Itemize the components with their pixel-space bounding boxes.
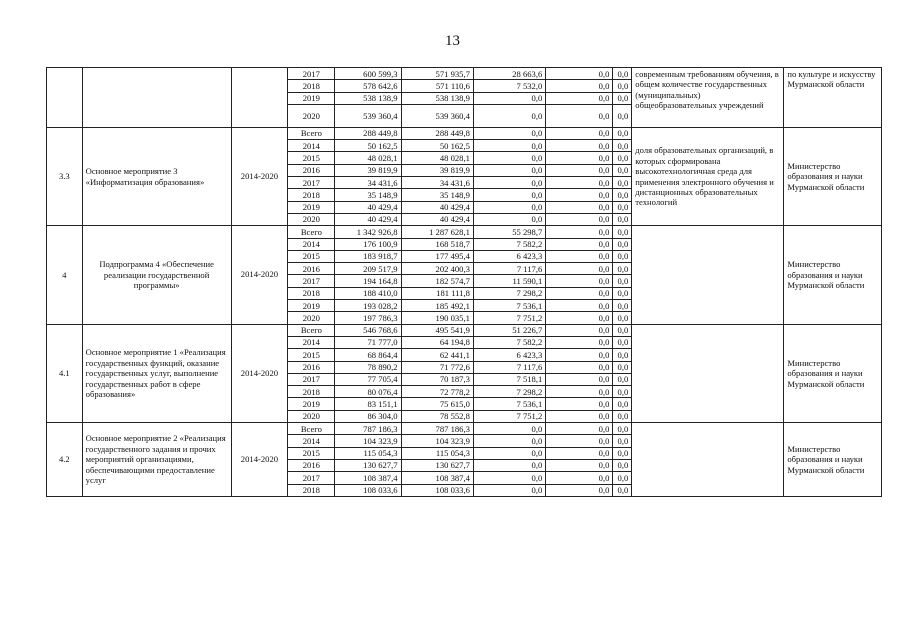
year-cell: 2018 (288, 386, 335, 398)
year-cell: 2020 (288, 410, 335, 422)
total-cell: 130 627,7 (335, 459, 401, 471)
federal-budget-cell: 7 298,2 (473, 287, 545, 299)
municipal-budget-cell: 0,0 (546, 398, 613, 410)
total-cell: 50 162,5 (335, 140, 401, 152)
total-cell: 48 028,1 (335, 152, 401, 164)
other-sources-cell: 0,0 (613, 349, 632, 361)
regional-budget-cell: 75 615,0 (401, 398, 473, 410)
year-cell: 2018 (288, 80, 335, 92)
federal-budget-cell: 7 532,0 (473, 80, 545, 92)
municipal-budget-cell: 0,0 (546, 373, 613, 385)
federal-budget-cell: 6 423,3 (473, 349, 545, 361)
period-cell: 2014-2020 (231, 127, 288, 225)
municipal-budget-cell: 0,0 (546, 177, 613, 189)
federal-budget-cell: 0,0 (473, 435, 545, 447)
year-cell: 2014 (288, 238, 335, 250)
municipal-budget-cell: 0,0 (546, 459, 613, 471)
table-row (47, 127, 882, 139)
other-sources-cell: 0,0 (613, 459, 632, 471)
other-sources-cell: 0,0 (613, 287, 632, 299)
other-sources-cell: 0,0 (613, 484, 632, 496)
total-cell: 34 431,6 (335, 177, 401, 189)
other-sources-cell: 0,0 (613, 68, 632, 80)
regional-budget-cell: 182 574,7 (401, 275, 473, 287)
year-cell: 2018 (288, 189, 335, 201)
total-cell: 68 864,4 (335, 349, 401, 361)
total-cell: 546 768,6 (335, 324, 401, 336)
federal-budget-cell: 0,0 (473, 189, 545, 201)
year-cell: Всего (288, 127, 335, 139)
year-cell: 2017 (288, 177, 335, 189)
page-number: 13 (445, 33, 460, 49)
year-cell: 2014 (288, 336, 335, 348)
measure-name-cell: Подпрограмма 4 «Обеспечение реализации государственной программы» (82, 226, 231, 324)
other-sources-cell: 0,0 (613, 361, 632, 373)
executor-cell: Министерство образования и науки Мурманской области (784, 423, 882, 497)
other-sources-cell: 0,0 (613, 104, 632, 127)
other-sources-cell: 0,0 (613, 398, 632, 410)
federal-budget-cell: 7 582,2 (473, 238, 545, 250)
regional-budget-cell: 571 110,6 (401, 80, 473, 92)
federal-budget-cell: 6 423,3 (473, 250, 545, 262)
federal-budget-cell: 55 298,7 (473, 226, 545, 238)
regional-budget-cell: 71 772,6 (401, 361, 473, 373)
total-cell: 197 786,3 (335, 312, 401, 324)
year-cell: 2019 (288, 201, 335, 213)
regional-budget-cell: 78 552,8 (401, 410, 473, 422)
year-cell: 2015 (288, 447, 335, 459)
other-sources-cell: 0,0 (613, 410, 632, 422)
total-cell: 77 705,4 (335, 373, 401, 385)
year-cell: 2016 (288, 164, 335, 176)
regional-budget-cell: 185 492,1 (401, 300, 473, 312)
other-sources-cell: 0,0 (613, 435, 632, 447)
regional-budget-cell: 72 778,2 (401, 386, 473, 398)
period-cell: 2014-2020 (231, 226, 288, 324)
total-cell: 108 387,4 (335, 472, 401, 484)
municipal-budget-cell: 0,0 (546, 140, 613, 152)
total-cell: 194 164,8 (335, 275, 401, 287)
other-sources-cell: 0,0 (613, 263, 632, 275)
year-cell: 2019 (288, 92, 335, 104)
regional-budget-cell: 108 387,4 (401, 472, 473, 484)
municipal-budget-cell: 0,0 (546, 312, 613, 324)
municipal-budget-cell: 0,0 (546, 336, 613, 348)
total-cell: 80 076,4 (335, 386, 401, 398)
other-sources-cell: 0,0 (613, 177, 632, 189)
other-sources-cell: 0,0 (613, 275, 632, 287)
table-body (47, 68, 882, 497)
total-cell: 108 033,6 (335, 484, 401, 496)
federal-budget-cell: 7 536,1 (473, 398, 545, 410)
municipal-budget-cell: 0,0 (546, 164, 613, 176)
total-cell: 83 151,1 (335, 398, 401, 410)
total-cell: 539 360,4 (335, 104, 401, 127)
year-cell: 2014 (288, 140, 335, 152)
indicator-cell (632, 324, 784, 422)
municipal-budget-cell: 0,0 (546, 238, 613, 250)
regional-budget-cell: 48 028,1 (401, 152, 473, 164)
total-cell: 176 100,9 (335, 238, 401, 250)
municipal-budget-cell: 0,0 (546, 324, 613, 336)
municipal-budget-cell: 0,0 (546, 435, 613, 447)
other-sources-cell: 0,0 (613, 152, 632, 164)
municipal-budget-cell: 0,0 (546, 189, 613, 201)
other-sources-cell: 0,0 (613, 312, 632, 324)
year-cell: 2017 (288, 373, 335, 385)
municipal-budget-cell: 0,0 (546, 361, 613, 373)
regional-budget-cell: 181 111,8 (401, 287, 473, 299)
other-sources-cell: 0,0 (613, 373, 632, 385)
federal-budget-cell: 0,0 (473, 140, 545, 152)
index-cell: 3.3 (47, 127, 83, 225)
federal-budget-cell: 0,0 (473, 213, 545, 225)
executor-cell: по культуре и искусству Мурманской области (784, 68, 882, 128)
federal-budget-cell: 7 536,1 (473, 300, 545, 312)
regional-budget-cell: 202 400,3 (401, 263, 473, 275)
index-cell: 4.2 (47, 423, 83, 497)
municipal-budget-cell: 0,0 (546, 349, 613, 361)
indicator-cell (632, 423, 784, 497)
other-sources-cell: 0,0 (613, 80, 632, 92)
regional-budget-cell: 70 187,3 (401, 373, 473, 385)
total-cell: 71 777,0 (335, 336, 401, 348)
total-cell: 1 342 926,8 (335, 226, 401, 238)
federal-budget-cell: 28 663,6 (473, 68, 545, 80)
municipal-budget-cell: 0,0 (546, 275, 613, 287)
municipal-budget-cell: 0,0 (546, 152, 613, 164)
regional-budget-cell: 62 441,1 (401, 349, 473, 361)
program-funding-table (46, 67, 882, 497)
year-cell: 2016 (288, 459, 335, 471)
total-cell: 578 642,6 (335, 80, 401, 92)
index-cell (47, 68, 83, 128)
table-row (47, 324, 882, 336)
regional-budget-cell: 40 429,4 (401, 213, 473, 225)
table-row (47, 68, 882, 80)
executor-cell: Министерство образования и науки Мурманской области (784, 324, 882, 422)
regional-budget-cell: 50 162,5 (401, 140, 473, 152)
federal-budget-cell: 0,0 (473, 164, 545, 176)
municipal-budget-cell: 0,0 (546, 226, 613, 238)
total-cell: 115 054,3 (335, 447, 401, 459)
table-row (47, 423, 882, 435)
municipal-budget-cell: 0,0 (546, 447, 613, 459)
executor-cell: Министерство образования и науки Мурманской области (784, 226, 882, 324)
federal-budget-cell: 0,0 (473, 447, 545, 459)
regional-budget-cell: 495 541,9 (401, 324, 473, 336)
federal-budget-cell: 7 117,6 (473, 263, 545, 275)
total-cell: 288 449,8 (335, 127, 401, 139)
total-cell: 600 599,3 (335, 68, 401, 80)
regional-budget-cell: 39 819,9 (401, 164, 473, 176)
other-sources-cell: 0,0 (613, 127, 632, 139)
regional-budget-cell: 35 148,9 (401, 189, 473, 201)
measure-name-cell (82, 68, 231, 128)
municipal-budget-cell: 0,0 (546, 300, 613, 312)
municipal-budget-cell: 0,0 (546, 213, 613, 225)
federal-budget-cell: 51 226,7 (473, 324, 545, 336)
other-sources-cell: 0,0 (613, 250, 632, 262)
other-sources-cell: 0,0 (613, 336, 632, 348)
year-cell: 2019 (288, 300, 335, 312)
regional-budget-cell: 571 935,7 (401, 68, 473, 80)
total-cell: 40 429,4 (335, 201, 401, 213)
total-cell: 35 148,9 (335, 189, 401, 201)
indicator-cell: доля образовательных организаций, в которых сформирована высокотехнологичная среда для применения электронного обучения и дистанционных образовательных технологий (632, 127, 784, 225)
measure-name-cell: Основное мероприятие 2 «Реализация государственного задания и прочих мероприятий организациями, обеспечивающими предоставление услуг (82, 423, 231, 497)
regional-budget-cell: 539 360,4 (401, 104, 473, 127)
regional-budget-cell: 177 495,4 (401, 250, 473, 262)
year-cell: 2017 (288, 275, 335, 287)
federal-budget-cell: 0,0 (473, 201, 545, 213)
other-sources-cell: 0,0 (613, 472, 632, 484)
year-cell: Всего (288, 226, 335, 238)
federal-budget-cell: 0,0 (473, 459, 545, 471)
year-cell: 2020 (288, 312, 335, 324)
year-cell: 2020 (288, 104, 335, 127)
year-cell: 2017 (288, 472, 335, 484)
municipal-budget-cell: 0,0 (546, 201, 613, 213)
federal-budget-cell: 0,0 (473, 152, 545, 164)
year-cell: Всего (288, 324, 335, 336)
period-cell: 2014-2020 (231, 324, 288, 422)
year-cell: 2017 (288, 68, 335, 80)
federal-budget-cell: 7 298,2 (473, 386, 545, 398)
regional-budget-cell: 40 429,4 (401, 201, 473, 213)
measure-name-cell: Основное мероприятие 1 «Реализация государственных функций, оказание государственных услуг, выполнение государственных работ в сфере образования» (82, 324, 231, 422)
federal-budget-cell: 7 751,2 (473, 410, 545, 422)
federal-budget-cell: 0,0 (473, 423, 545, 435)
other-sources-cell: 0,0 (613, 447, 632, 459)
total-cell: 104 323,9 (335, 435, 401, 447)
year-cell: 2014 (288, 435, 335, 447)
other-sources-cell: 0,0 (613, 189, 632, 201)
municipal-budget-cell: 0,0 (546, 423, 613, 435)
municipal-budget-cell: 0,0 (546, 410, 613, 422)
year-cell: Всего (288, 423, 335, 435)
regional-budget-cell: 787 186,3 (401, 423, 473, 435)
federal-budget-cell: 0,0 (473, 92, 545, 104)
municipal-budget-cell: 0,0 (546, 127, 613, 139)
federal-budget-cell: 7 751,2 (473, 312, 545, 324)
municipal-budget-cell: 0,0 (546, 472, 613, 484)
federal-budget-cell: 0,0 (473, 472, 545, 484)
other-sources-cell: 0,0 (613, 226, 632, 238)
table-row (47, 226, 882, 238)
other-sources-cell: 0,0 (613, 300, 632, 312)
federal-budget-cell: 0,0 (473, 104, 545, 127)
total-cell: 188 410,0 (335, 287, 401, 299)
federal-budget-cell: 7 582,2 (473, 336, 545, 348)
other-sources-cell: 0,0 (613, 201, 632, 213)
year-cell: 2015 (288, 250, 335, 262)
municipal-budget-cell: 0,0 (546, 263, 613, 275)
regional-budget-cell: 108 033,6 (401, 484, 473, 496)
municipal-budget-cell: 0,0 (546, 68, 613, 80)
period-cell: 2014-2020 (231, 423, 288, 497)
federal-budget-cell: 0,0 (473, 484, 545, 496)
indicator-cell: современным требованиям обучения, в общем количестве государственных (муниципальных) общеобразовательных учреждений (632, 68, 784, 128)
year-cell: 2015 (288, 349, 335, 361)
executor-cell: Министерство образования и науки Мурманской области (784, 127, 882, 225)
year-cell: 2020 (288, 213, 335, 225)
municipal-budget-cell: 0,0 (546, 80, 613, 92)
regional-budget-cell: 115 054,3 (401, 447, 473, 459)
municipal-budget-cell: 0,0 (546, 287, 613, 299)
federal-budget-cell: 7 117,6 (473, 361, 545, 373)
total-cell: 86 304,0 (335, 410, 401, 422)
indicator-cell (632, 226, 784, 324)
measure-name-cell: Основное мероприятие 3 «Информатизация образования» (82, 127, 231, 225)
federal-budget-cell: 0,0 (473, 177, 545, 189)
year-cell: 2015 (288, 152, 335, 164)
total-cell: 787 186,3 (335, 423, 401, 435)
total-cell: 183 918,7 (335, 250, 401, 262)
federal-budget-cell: 11 590,1 (473, 275, 545, 287)
total-cell: 209 517,9 (335, 263, 401, 275)
regional-budget-cell: 190 035,1 (401, 312, 473, 324)
year-cell: 2019 (288, 398, 335, 410)
federal-budget-cell: 0,0 (473, 127, 545, 139)
regional-budget-cell: 130 627,7 (401, 459, 473, 471)
period-cell (231, 68, 288, 128)
total-cell: 78 890,2 (335, 361, 401, 373)
year-cell: 2018 (288, 287, 335, 299)
municipal-budget-cell: 0,0 (546, 386, 613, 398)
total-cell: 193 028,2 (335, 300, 401, 312)
index-cell: 4 (47, 226, 83, 324)
year-cell: 2018 (288, 484, 335, 496)
other-sources-cell: 0,0 (613, 238, 632, 250)
federal-budget-cell: 7 518,1 (473, 373, 545, 385)
other-sources-cell: 0,0 (613, 140, 632, 152)
other-sources-cell: 0,0 (613, 386, 632, 398)
regional-budget-cell: 288 449,8 (401, 127, 473, 139)
municipal-budget-cell: 0,0 (546, 104, 613, 127)
municipal-budget-cell: 0,0 (546, 484, 613, 496)
regional-budget-cell: 168 518,7 (401, 238, 473, 250)
municipal-budget-cell: 0,0 (546, 250, 613, 262)
other-sources-cell: 0,0 (613, 92, 632, 104)
other-sources-cell: 0,0 (613, 324, 632, 336)
regional-budget-cell: 1 287 628,1 (401, 226, 473, 238)
regional-budget-cell: 538 138,9 (401, 92, 473, 104)
other-sources-cell: 0,0 (613, 213, 632, 225)
total-cell: 39 819,9 (335, 164, 401, 176)
total-cell: 538 138,9 (335, 92, 401, 104)
total-cell: 40 429,4 (335, 213, 401, 225)
municipal-budget-cell: 0,0 (546, 92, 613, 104)
other-sources-cell: 0,0 (613, 423, 632, 435)
year-cell: 2016 (288, 361, 335, 373)
other-sources-cell: 0,0 (613, 164, 632, 176)
year-cell: 2016 (288, 263, 335, 275)
index-cell: 4.1 (47, 324, 83, 422)
regional-budget-cell: 34 431,6 (401, 177, 473, 189)
regional-budget-cell: 104 323,9 (401, 435, 473, 447)
regional-budget-cell: 64 194,8 (401, 336, 473, 348)
